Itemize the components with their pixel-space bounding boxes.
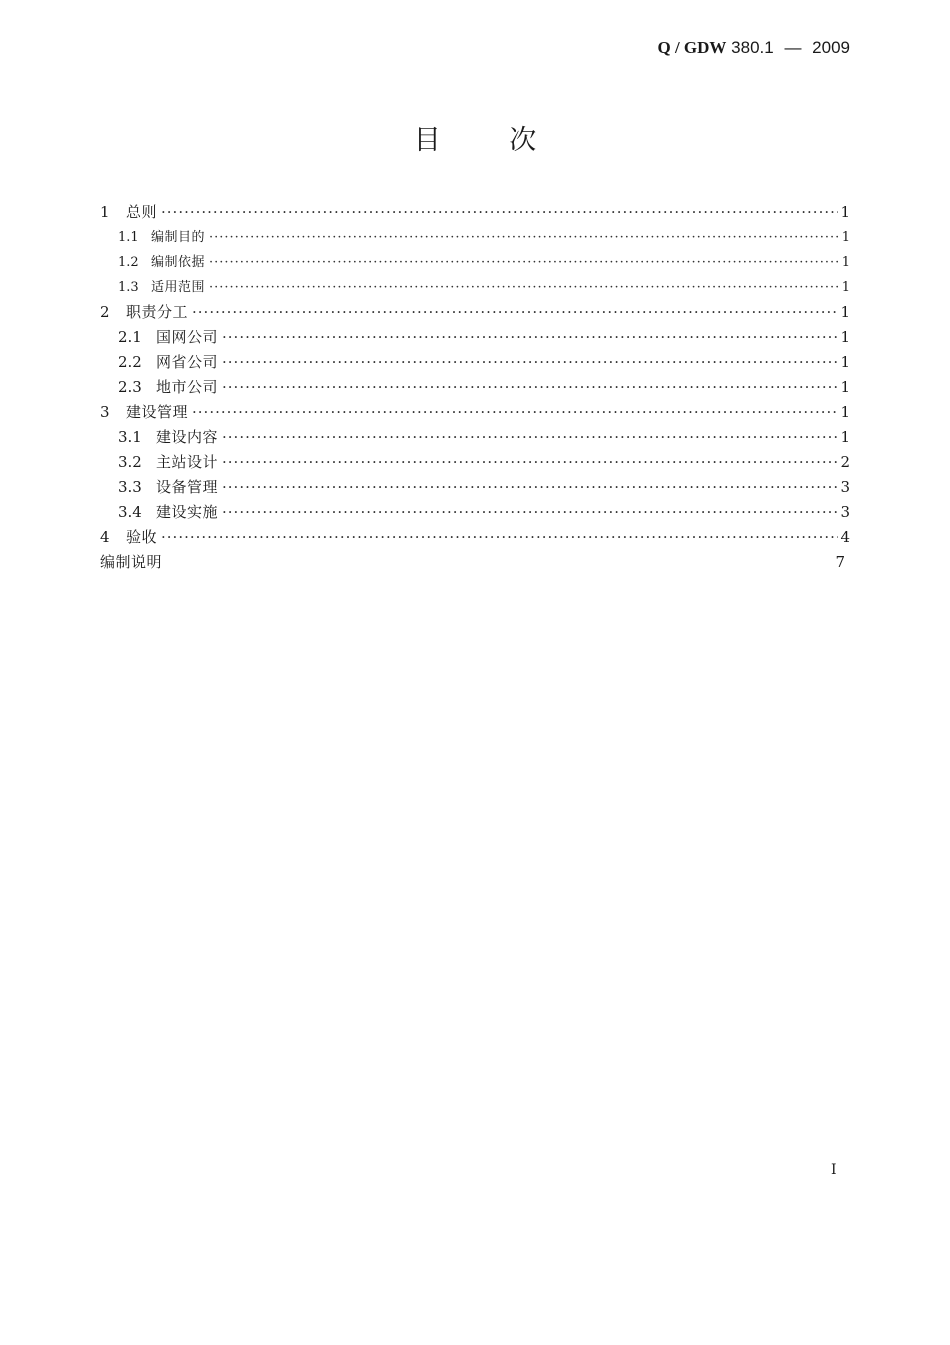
toc-entry-page: 3 [840, 478, 850, 496]
toc-dot-leader [222, 325, 838, 350]
standard-prefix: Q / GDW [657, 38, 727, 57]
toc-entry-label: 编制依据 [151, 255, 206, 270]
standard-number: 380.1 [731, 38, 774, 57]
toc-entry-label: 总则 [126, 203, 158, 221]
toc-dot-leader [222, 475, 838, 500]
toc-entry-number: 3 [100, 403, 110, 421]
toc-dot-leader [161, 200, 838, 225]
toc-dot-leader [222, 350, 838, 375]
toc-dot-leader [209, 275, 840, 300]
toc-entry-number: 2.2 [118, 353, 142, 371]
toc-entry-number: 2.3 [118, 378, 142, 396]
toc-entry[interactable] [100, 475, 850, 500]
toc-entry-label: 网省公司 [156, 353, 219, 371]
toc-entry-label: 编制目的 [151, 230, 206, 245]
toc-entry-number: 3.2 [118, 453, 142, 471]
toc-entry[interactable] [100, 300, 850, 325]
toc-entry-label: 验收 [126, 528, 158, 546]
toc-entry-page: 1 [840, 428, 850, 446]
toc-entry[interactable] [100, 550, 850, 575]
toc-dot-leader [222, 425, 838, 450]
page-number: I [831, 1162, 837, 1178]
toc-entry-number: 4 [100, 528, 110, 546]
toc-entry-label: 地市公司 [156, 378, 219, 396]
toc-entry[interactable] [100, 500, 850, 525]
standard-code-header [657, 38, 850, 58]
toc-entry-label: 编制说明 [100, 553, 163, 571]
toc-entry-page: 1 [841, 255, 850, 270]
toc-entry-label: 建设内容 [156, 428, 219, 446]
title-char-1: 目 [413, 125, 441, 156]
standard-year: 2009 [812, 38, 850, 57]
toc-entry-number: 1 [100, 203, 110, 221]
toc-entry[interactable] [100, 450, 850, 475]
toc-dot-leader [222, 500, 838, 525]
toc-entry-page: 1 [840, 203, 850, 221]
toc-entry-number: 3.3 [118, 478, 142, 496]
toc-dot-leader [161, 525, 838, 550]
toc-entry-number: 1.2 [118, 255, 139, 270]
toc-entry-page: 3 [840, 503, 850, 521]
toc-entry[interactable] [100, 200, 850, 225]
toc-entry[interactable] [100, 225, 850, 250]
toc-entry-page: 1 [840, 303, 850, 321]
toc-entry[interactable] [100, 350, 850, 375]
toc-entry-page: 4 [840, 528, 850, 546]
toc-entry-page: 7 [835, 553, 845, 571]
toc-entry-page: 1 [840, 378, 850, 396]
toc-entry[interactable] [100, 375, 850, 400]
page-title [0, 118, 950, 157]
title-char-2: 次 [509, 125, 537, 156]
toc-entry-number: 1.3 [118, 280, 139, 295]
toc-entry-page: 1 [841, 230, 850, 245]
toc-dot-leader [209, 250, 840, 275]
toc-entry-page: 1 [840, 353, 850, 371]
toc-entry[interactable] [100, 325, 850, 350]
toc-entry[interactable] [100, 400, 850, 425]
toc-entry-number: 1.1 [118, 230, 139, 245]
toc-dot-leader [192, 400, 838, 425]
toc-entry[interactable] [100, 275, 850, 300]
toc-entry-number: 3.1 [118, 428, 142, 446]
toc-entry-label: 建设管理 [126, 403, 189, 421]
standard-dash: — [784, 38, 802, 57]
toc-entry-number: 2.1 [118, 328, 142, 346]
toc-dot-leader [222, 450, 838, 475]
toc-entry-page: 1 [841, 280, 850, 295]
toc-entry-label: 建设实施 [156, 503, 219, 521]
toc-entry[interactable] [100, 250, 850, 275]
toc-entry-label: 适用范围 [151, 280, 206, 295]
toc-entry-label: 国网公司 [156, 328, 219, 346]
toc-entry-label: 设备管理 [156, 478, 219, 496]
toc-dot-leader [222, 375, 838, 400]
toc-dot-leader [192, 300, 838, 325]
toc-dot-leader [209, 225, 840, 250]
toc-entry-number: 2 [100, 303, 110, 321]
toc-entry[interactable] [100, 425, 850, 450]
toc-entry-page: 1 [840, 403, 850, 421]
toc-entry-label: 主站设计 [156, 453, 219, 471]
toc-entry-label: 职责分工 [126, 303, 189, 321]
toc-entry-page: 1 [840, 328, 850, 346]
table-of-contents [100, 200, 850, 575]
toc-entry[interactable] [100, 525, 850, 550]
toc-entry-page: 2 [840, 453, 850, 471]
toc-entry-number: 3.4 [118, 503, 142, 521]
